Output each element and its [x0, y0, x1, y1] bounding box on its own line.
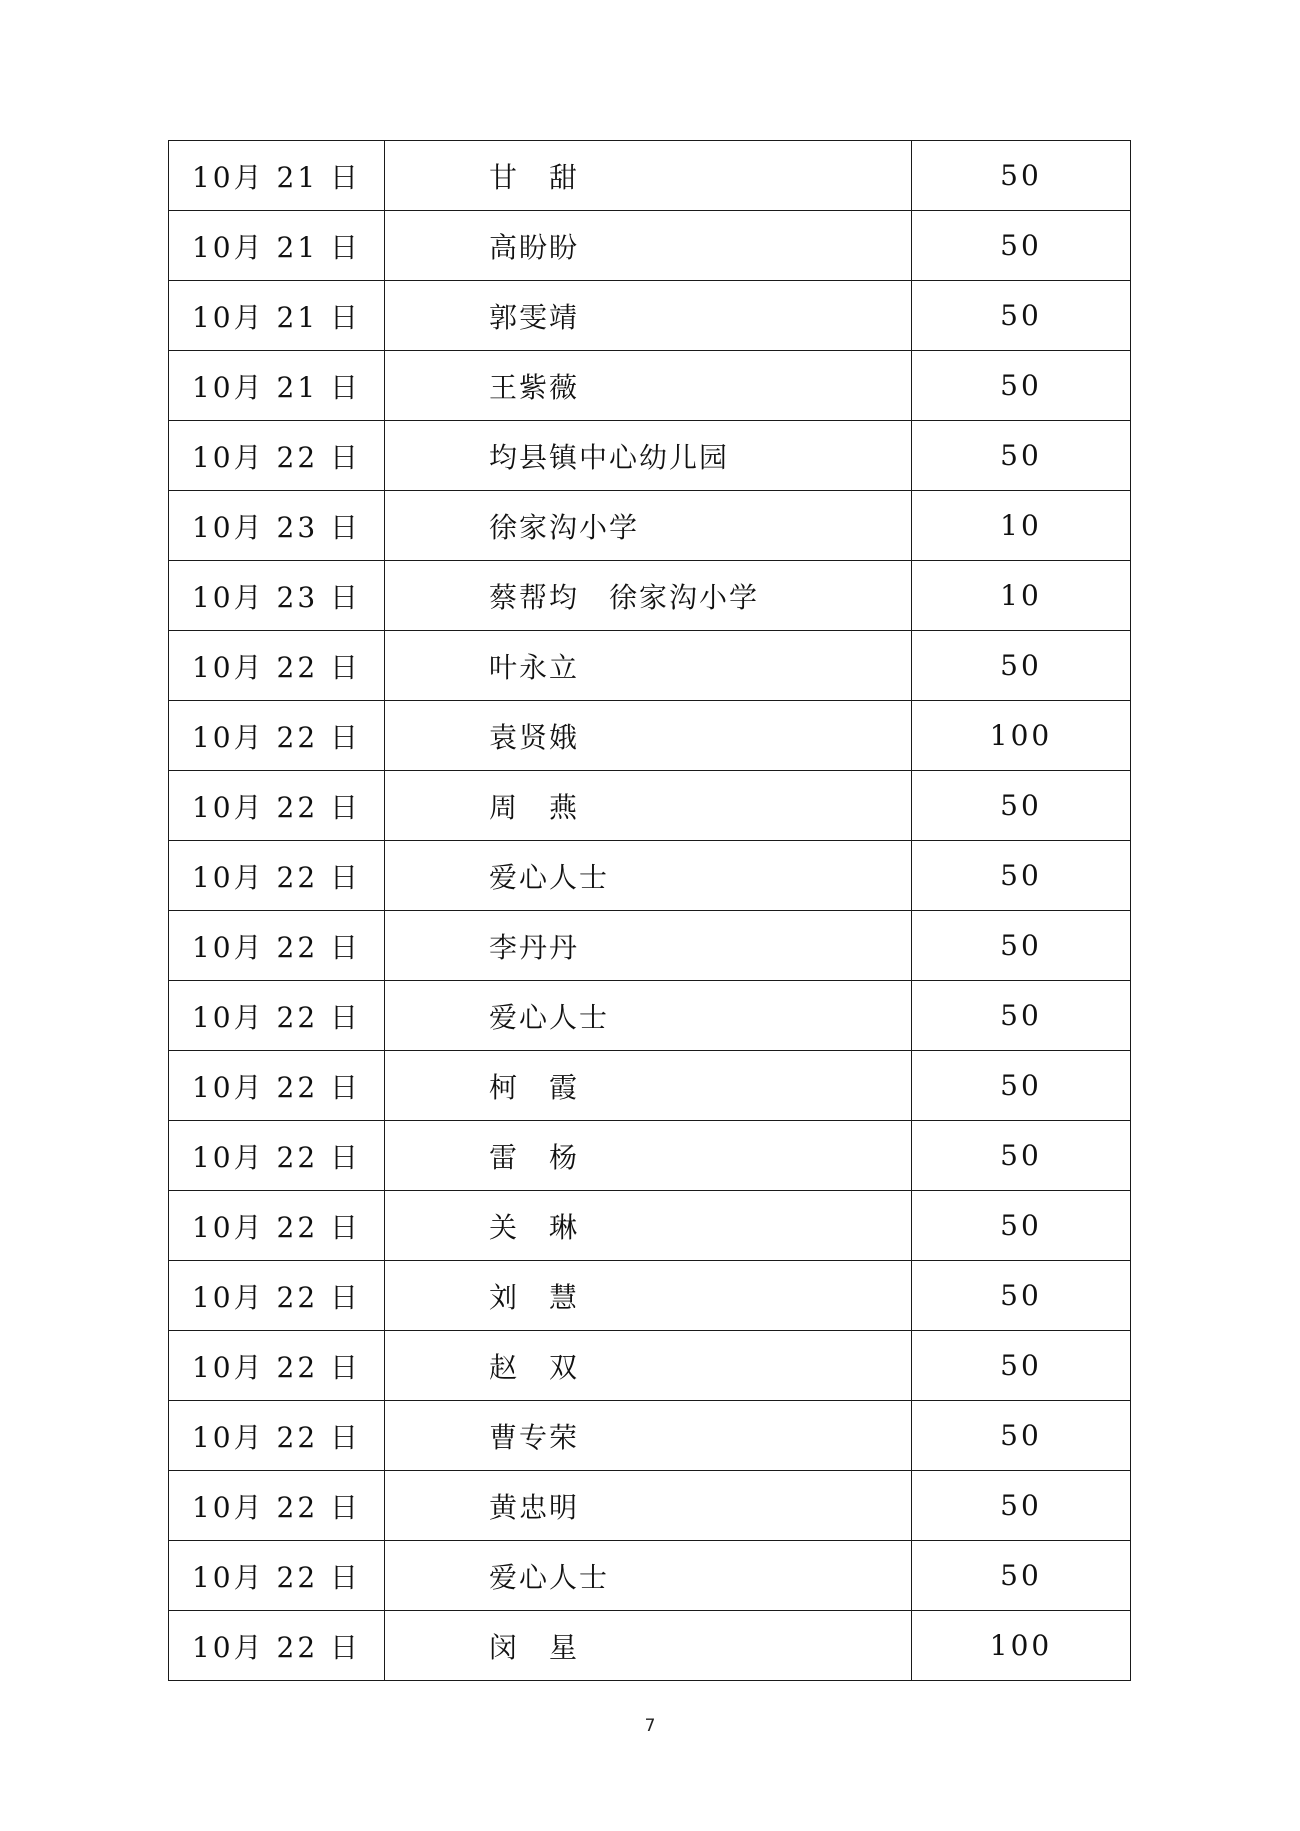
table-row — [169, 841, 1131, 911]
table-row — [169, 1331, 1131, 1401]
table-row — [169, 1541, 1131, 1611]
donor-name-cell: 周 燕 — [385, 771, 912, 841]
amount-cell: 50 — [912, 911, 1131, 981]
amount-cell: 50 — [912, 211, 1131, 281]
date-cell: 10月 22 日 — [169, 981, 385, 1051]
donor-name-cell: 袁贤娥 — [385, 701, 912, 771]
donation-table-body — [169, 141, 1131, 1681]
donor-name-cell: 闵 星 — [385, 1611, 912, 1681]
date-cell: 10月 22 日 — [169, 771, 385, 841]
amount-cell: 50 — [912, 771, 1131, 841]
amount-cell: 50 — [912, 1331, 1131, 1401]
table-row — [169, 701, 1131, 771]
date-cell: 10月 23 日 — [169, 491, 385, 561]
donor-name-cell: 郭雯靖 — [385, 281, 912, 351]
amount-cell: 50 — [912, 1261, 1131, 1331]
date-cell: 10月 22 日 — [169, 1401, 385, 1471]
date-cell: 10月 23 日 — [169, 561, 385, 631]
donor-name-cell: 赵 双 — [385, 1331, 912, 1401]
donor-name-cell: 关 琳 — [385, 1191, 912, 1261]
table-row — [169, 1121, 1131, 1191]
donor-name-cell: 爱心人士 — [385, 1541, 912, 1611]
donor-name-cell: 爱心人士 — [385, 981, 912, 1051]
amount-cell: 50 — [912, 1401, 1131, 1471]
date-cell: 10月 21 日 — [169, 141, 385, 211]
donor-name-cell: 雷 杨 — [385, 1121, 912, 1191]
amount-cell: 50 — [912, 631, 1131, 701]
date-cell: 10月 21 日 — [169, 351, 385, 421]
donor-name-cell: 黄忠明 — [385, 1471, 912, 1541]
table-row — [169, 1471, 1131, 1541]
page-number: 7 — [644, 1716, 656, 1736]
table-row — [169, 1401, 1131, 1471]
table-row — [169, 771, 1131, 841]
amount-cell: 50 — [912, 281, 1131, 351]
date-cell: 10月 22 日 — [169, 701, 385, 771]
amount-cell: 50 — [912, 1191, 1131, 1261]
table-row — [169, 631, 1131, 701]
amount-cell: 50 — [912, 981, 1131, 1051]
date-cell: 10月 22 日 — [169, 1611, 385, 1681]
amount-cell: 100 — [912, 1611, 1131, 1681]
donor-name-cell: 叶永立 — [385, 631, 912, 701]
date-cell: 10月 21 日 — [169, 281, 385, 351]
table-row — [169, 1261, 1131, 1331]
table-row — [169, 421, 1131, 491]
donor-name-cell: 曹专荣 — [385, 1401, 912, 1471]
donor-name-cell: 王紫薇 — [385, 351, 912, 421]
donor-name-cell: 均县镇中心幼儿园 — [385, 421, 912, 491]
table-row — [169, 1611, 1131, 1681]
donor-name-cell: 李丹丹 — [385, 911, 912, 981]
date-cell: 10月 22 日 — [169, 1261, 385, 1331]
amount-cell: 50 — [912, 1471, 1131, 1541]
date-cell: 10月 22 日 — [169, 841, 385, 911]
date-cell: 10月 22 日 — [169, 631, 385, 701]
table-row — [169, 1191, 1131, 1261]
table-row — [169, 561, 1131, 631]
table-row — [169, 211, 1131, 281]
donor-name-cell: 爱心人士 — [385, 841, 912, 911]
amount-cell: 50 — [912, 1541, 1131, 1611]
donor-name-cell: 柯 霞 — [385, 1051, 912, 1121]
donor-name-cell: 徐家沟小学 — [385, 491, 912, 561]
donor-name-cell: 蔡帮均 徐家沟小学 — [385, 561, 912, 631]
date-cell: 10月 22 日 — [169, 421, 385, 491]
date-cell: 10月 22 日 — [169, 1121, 385, 1191]
amount-cell: 50 — [912, 351, 1131, 421]
table-row — [169, 281, 1131, 351]
amount-cell: 50 — [912, 421, 1131, 491]
amount-cell: 50 — [912, 141, 1131, 211]
donor-name-cell: 刘 慧 — [385, 1261, 912, 1331]
amount-cell: 10 — [912, 491, 1131, 561]
date-cell: 10月 22 日 — [169, 1331, 385, 1401]
table-row — [169, 1051, 1131, 1121]
amount-cell: 50 — [912, 1121, 1131, 1191]
date-cell: 10月 22 日 — [169, 1471, 385, 1541]
date-cell: 10月 21 日 — [169, 211, 385, 281]
table-row — [169, 491, 1131, 561]
amount-cell: 10 — [912, 561, 1131, 631]
amount-cell: 50 — [912, 841, 1131, 911]
amount-cell: 50 — [912, 1051, 1131, 1121]
date-cell: 10月 22 日 — [169, 1191, 385, 1261]
table-row — [169, 141, 1131, 211]
table-row — [169, 981, 1131, 1051]
donation-table — [168, 140, 1131, 1681]
amount-cell: 100 — [912, 701, 1131, 771]
date-cell: 10月 22 日 — [169, 1541, 385, 1611]
date-cell: 10月 22 日 — [169, 1051, 385, 1121]
table-row — [169, 911, 1131, 981]
date-cell: 10月 22 日 — [169, 911, 385, 981]
table-row — [169, 351, 1131, 421]
donor-name-cell: 甘 甜 — [385, 141, 912, 211]
donor-name-cell: 高盼盼 — [385, 211, 912, 281]
